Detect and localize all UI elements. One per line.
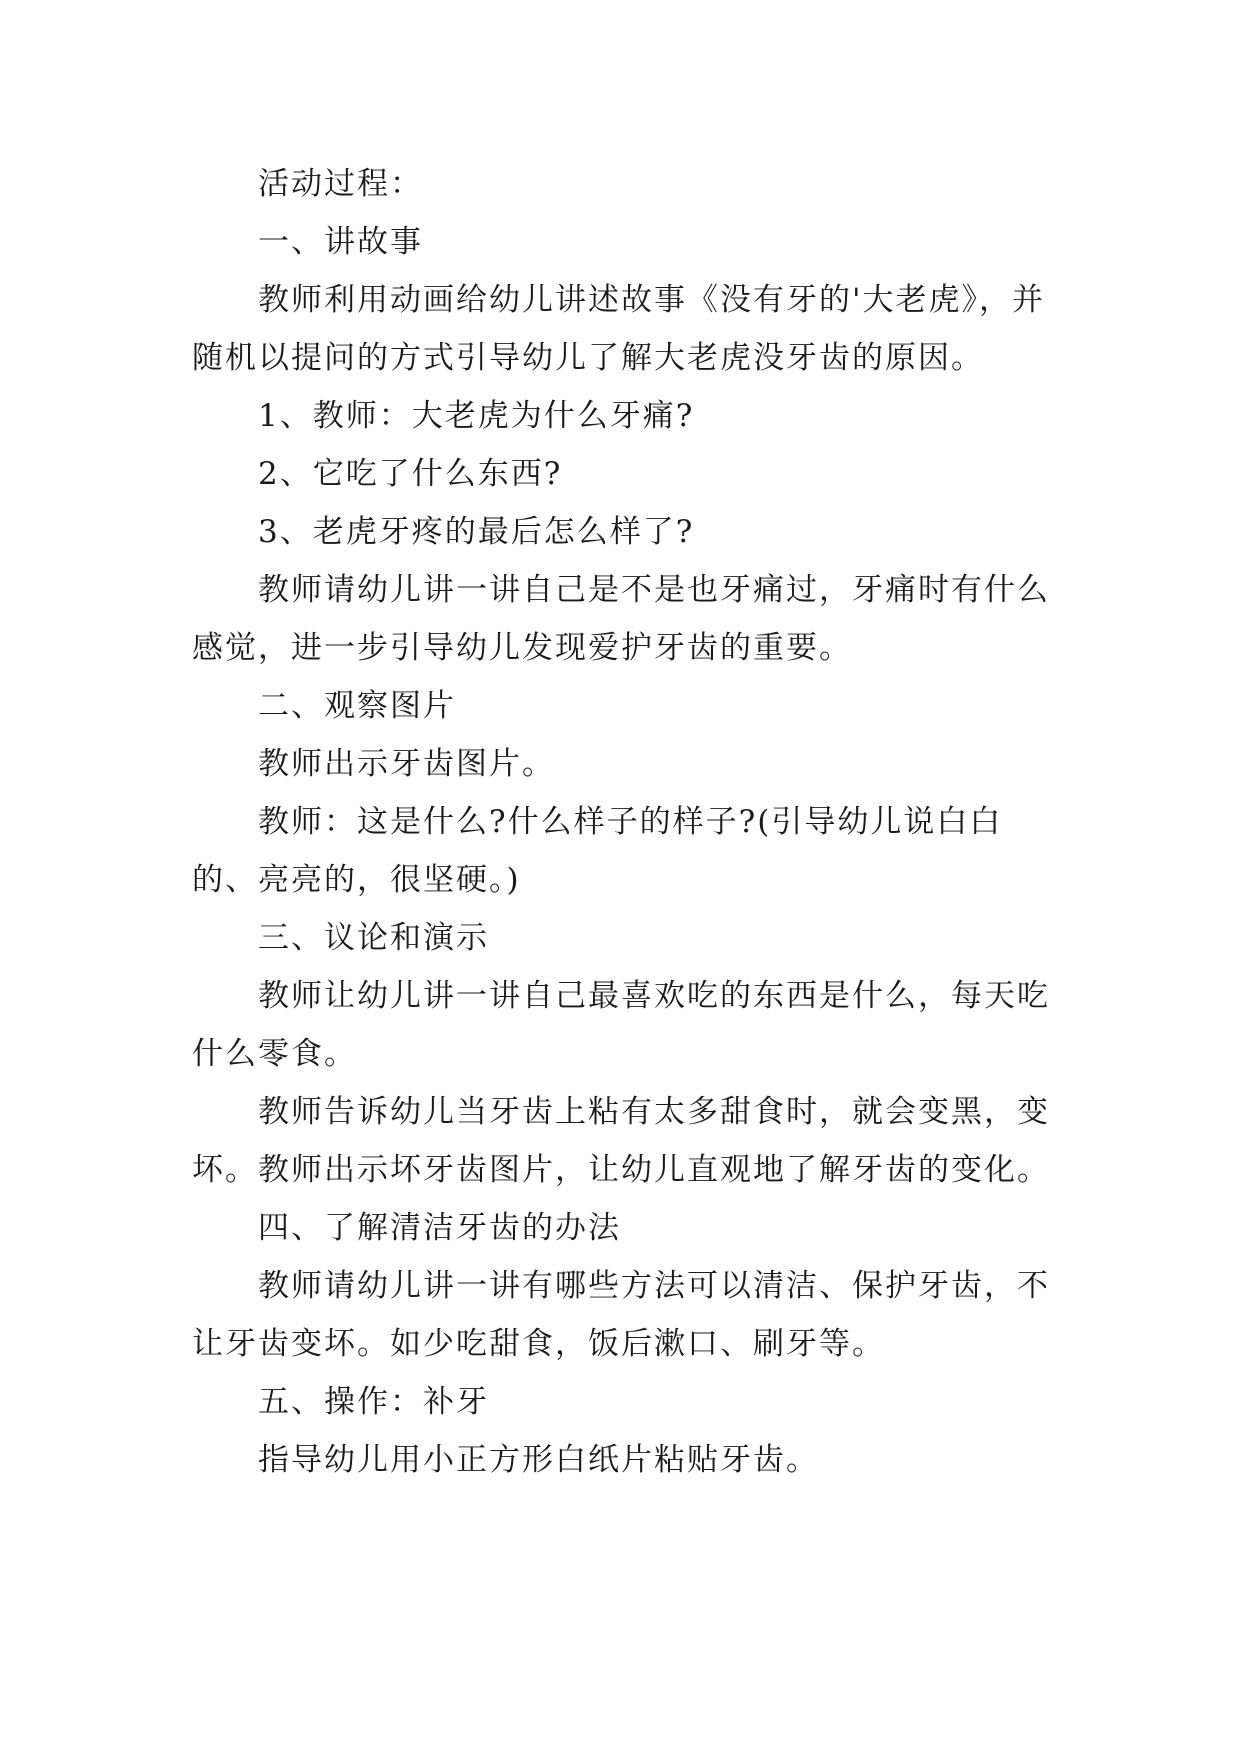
- section-heading-operation: 五、操作：补牙: [258, 1384, 489, 1420]
- section-heading-cleaning-methods: 四、了解清洁牙齿的办法: [258, 1210, 621, 1246]
- paragraph-favorite-food: 教师让幼儿讲一讲自己最喜欢吃的东西是什么，每天吃什么零食。: [192, 978, 1050, 1072]
- paragraph-operation-instruction: 指导幼儿用小正方形白纸片粘贴牙齿。: [258, 1442, 819, 1478]
- paragraph-sweets-effect: 教师告诉幼儿当牙齿上粘有太多甜食时，就会变黑，变坏。教师出示坏牙齿图片，让幼儿直观地了解牙齿的变化。: [192, 1094, 1050, 1188]
- document-body: [192, 155, 1054, 1489]
- section-heading-activity-process: 活动过程：: [258, 166, 423, 202]
- paragraph-teacher-question: 教师：这是什么?什么样子的样子?(引导幼儿说白白的、亮亮的，很坚硬。): [192, 804, 1003, 898]
- section-heading-discussion-demo: 三、议论和演示: [258, 920, 489, 956]
- section-heading-storytelling: 一、讲故事: [258, 224, 423, 260]
- question-item-3: 3、老虎牙疼的最后怎么样了?: [258, 514, 695, 550]
- paragraph-cleaning-methods: 教师请幼儿讲一讲有哪些方法可以清洁、保护牙齿，不让牙齿变坏。如少吃甜食，饭后漱口、刷牙等。: [192, 1268, 1050, 1362]
- paragraph-show-teeth-picture: 教师出示牙齿图片。: [258, 746, 555, 782]
- paragraph-story-intro: 教师利用动画给幼儿讲述故事《没有牙的'大老虎》，并随机以提问的方式引导幼儿了解大老虎没牙齿的原因。: [192, 282, 1046, 376]
- section-heading-observe-pictures: 二、观察图片: [258, 688, 456, 724]
- paragraph-toothache-discussion: 教师请幼儿讲一讲自己是不是也牙痛过，牙痛时有什么感觉，进一步引导幼儿发现爱护牙齿的重要。: [192, 572, 1050, 666]
- question-item-1: 1、教师：大老虎为什么牙痛?: [258, 398, 695, 434]
- question-item-2: 2、它吃了什么东西?: [258, 456, 563, 492]
